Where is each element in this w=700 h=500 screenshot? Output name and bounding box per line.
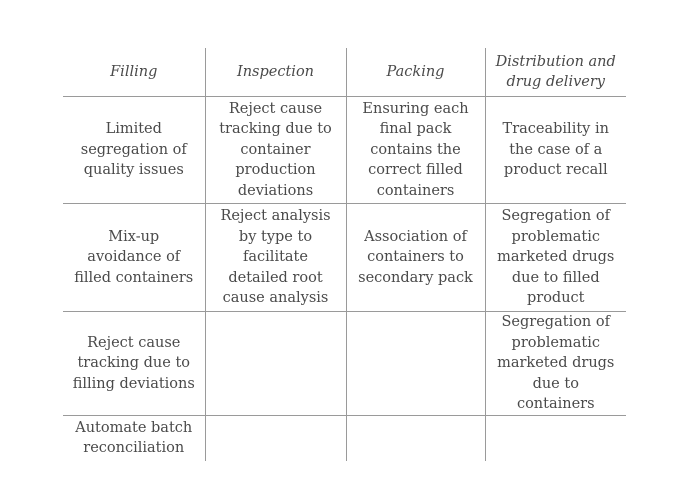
table-cell: Ensuring each final pack contains the correct filled containers: [346, 97, 485, 204]
table-row: [63, 312, 626, 416]
process-table: [63, 48, 626, 461]
table-row: [63, 97, 626, 204]
table-cell: Automate batch reconciliation: [75, 419, 193, 456]
table-cell: Traceability in the case of a product recall: [485, 97, 626, 204]
table-cell: [205, 312, 346, 416]
table-cell: [346, 415, 485, 461]
table-cell: Association of containers to secondary pack: [346, 204, 485, 312]
table-cell: [485, 415, 626, 461]
table-cell: Reject cause tracking due to container production deviations: [205, 97, 346, 204]
header-row: [63, 48, 626, 97]
table-cell: Segregation of problematic marketed drugs due to containers: [485, 312, 626, 416]
table-row: [63, 204, 626, 312]
header-packing: Packing: [346, 48, 485, 97]
table-cell: Limited segregation of quality issues: [63, 97, 205, 204]
table-cell: Segregation of problematic marketed drugs due to filled product: [485, 204, 626, 312]
table-cell: Reject analysis by type to facilitate detailed root cause analysis: [205, 204, 346, 312]
table-cell: Mix-up avoidance of filled containers: [63, 204, 205, 312]
table-row: [63, 415, 626, 461]
table-cell: [346, 312, 485, 416]
header-filling: Filling: [63, 48, 205, 97]
header-distribution: Distribution and drug delivery: [485, 48, 626, 97]
table-cell: [205, 415, 346, 461]
header-inspection: Inspection: [205, 48, 346, 97]
table-cell: Reject cause tracking due to filling deviations: [63, 312, 205, 416]
